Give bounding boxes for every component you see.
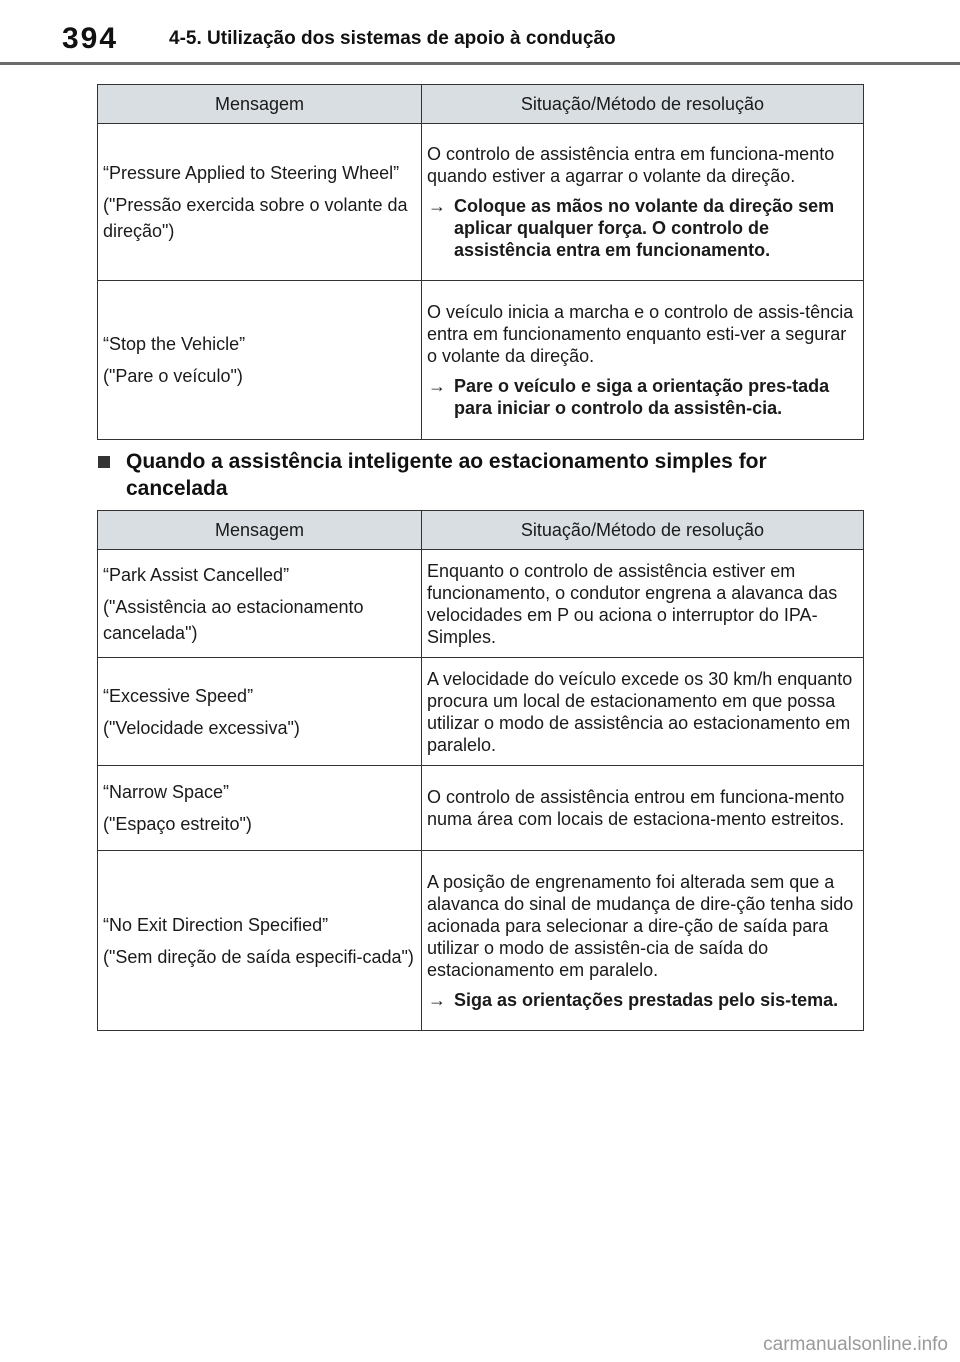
message-en: “No Exit Direction Specified” [103, 914, 329, 935]
arrow-icon: → [428, 376, 446, 396]
message-pt: ("Pressão exercida sobre o volante da direção") [103, 195, 408, 241]
section-heading [98, 448, 838, 502]
message-cell [98, 550, 422, 658]
table-header-row [98, 85, 864, 124]
situation-text: O controlo de assistência entra em funciona-mento quando estiver a agarrar o volante da direção. [427, 144, 835, 186]
page-number: 394 [62, 22, 119, 55]
situation-cell [422, 281, 864, 440]
table-row [98, 658, 864, 766]
situation-text: O veículo inicia a marcha e o controlo de assis-tência entra em funcionamento enquanto esti-ver a segurar o volante da direção. [427, 302, 854, 366]
action-text: Coloque as mãos no volante da direção sem aplicar qualquer força. O controlo de assistência entra em funcionamento. [454, 196, 835, 260]
situation-cell [422, 124, 864, 281]
message-cell [98, 658, 422, 766]
square-bullet-icon [98, 456, 110, 468]
message-pt: ("Espaço estreito") [103, 814, 252, 834]
situation-cell [422, 658, 864, 766]
messages-table-2 [97, 510, 864, 1031]
arrow-icon: → [428, 989, 446, 1010]
situation-cell [422, 766, 864, 851]
message-en: “Pressure Applied to Steering Wheel” [103, 163, 400, 183]
header-rule [0, 62, 960, 65]
arrow-icon: → [428, 196, 446, 216]
action-line [427, 195, 859, 261]
column-header-message: Mensagem [98, 85, 422, 124]
situation-text: Enquanto o controlo de assistência estiver em funcionamento, o condutor engrena a alavanca das velocidades em P ou aciona o interruptor do IPA-Simples. [427, 560, 838, 647]
message-cell [98, 281, 422, 440]
situation-text: O controlo de assistência entrou em funciona-mento numa área com locais de estaciona-mento estreitos. [427, 787, 845, 829]
action-line [427, 989, 859, 1011]
action-line [427, 375, 859, 419]
message-pt: ("Sem direção de saída especifi-cada") [103, 946, 414, 967]
message-en: “Narrow Space” [103, 782, 230, 802]
table-row [98, 124, 864, 281]
table-header-row [98, 511, 864, 550]
column-header-situation: Situação/Método de resolução [422, 85, 864, 124]
table-row [98, 281, 864, 440]
action-text: Siga as orientações prestadas pelo sis-tema. [454, 989, 839, 1010]
situation-text: A velocidade do veículo excede os 30 km/h enquanto procura um local de estacionamento em que possa utilizar o modo de assistência ao estacionamento em paralelo. [427, 668, 853, 755]
message-cell [98, 851, 422, 1031]
watermark: carmanualsonline.info [763, 1334, 948, 1355]
table-row [98, 851, 864, 1031]
table-row [98, 550, 864, 658]
situation-text: A posição de engrenamento foi alterada sem que a alavanca do sinal de mudança de dire-ção tenha sido acionada para selecionar a dire-ção de saída para utilizar o modo de assistên-cia de saída do estacionamento em paralelo. [427, 871, 854, 980]
situation-cell [422, 851, 864, 1031]
section-heading-text: Quando a assistência inteligente ao estacionamento simples for cancelada [126, 450, 767, 500]
action-text: Pare o veículo e siga a orientação pres-tada para iniciar o controlo da assistên-cia. [454, 376, 830, 418]
message-pt: ("Velocidade excessiva") [103, 717, 300, 738]
message-pt: ("Assistência ao estacionamento cancelada") [103, 596, 364, 643]
column-header-situation: Situação/Método de resolução [422, 511, 864, 550]
message-cell [98, 124, 422, 281]
chapter-title: 4-5. Utilização dos sistemas de apoio à condução [169, 28, 616, 49]
messages-table-1 [97, 84, 864, 440]
column-header-message: Mensagem [98, 511, 422, 550]
page-header [0, 0, 960, 66]
table-row [98, 766, 864, 851]
message-cell [98, 766, 422, 851]
situation-cell [422, 550, 864, 658]
message-en: “Stop the Vehicle” [103, 334, 246, 354]
message-en: “Excessive Speed” [103, 685, 254, 706]
message-en: “Park Assist Cancelled” [103, 564, 290, 585]
message-pt: ("Pare o veículo") [103, 366, 243, 386]
